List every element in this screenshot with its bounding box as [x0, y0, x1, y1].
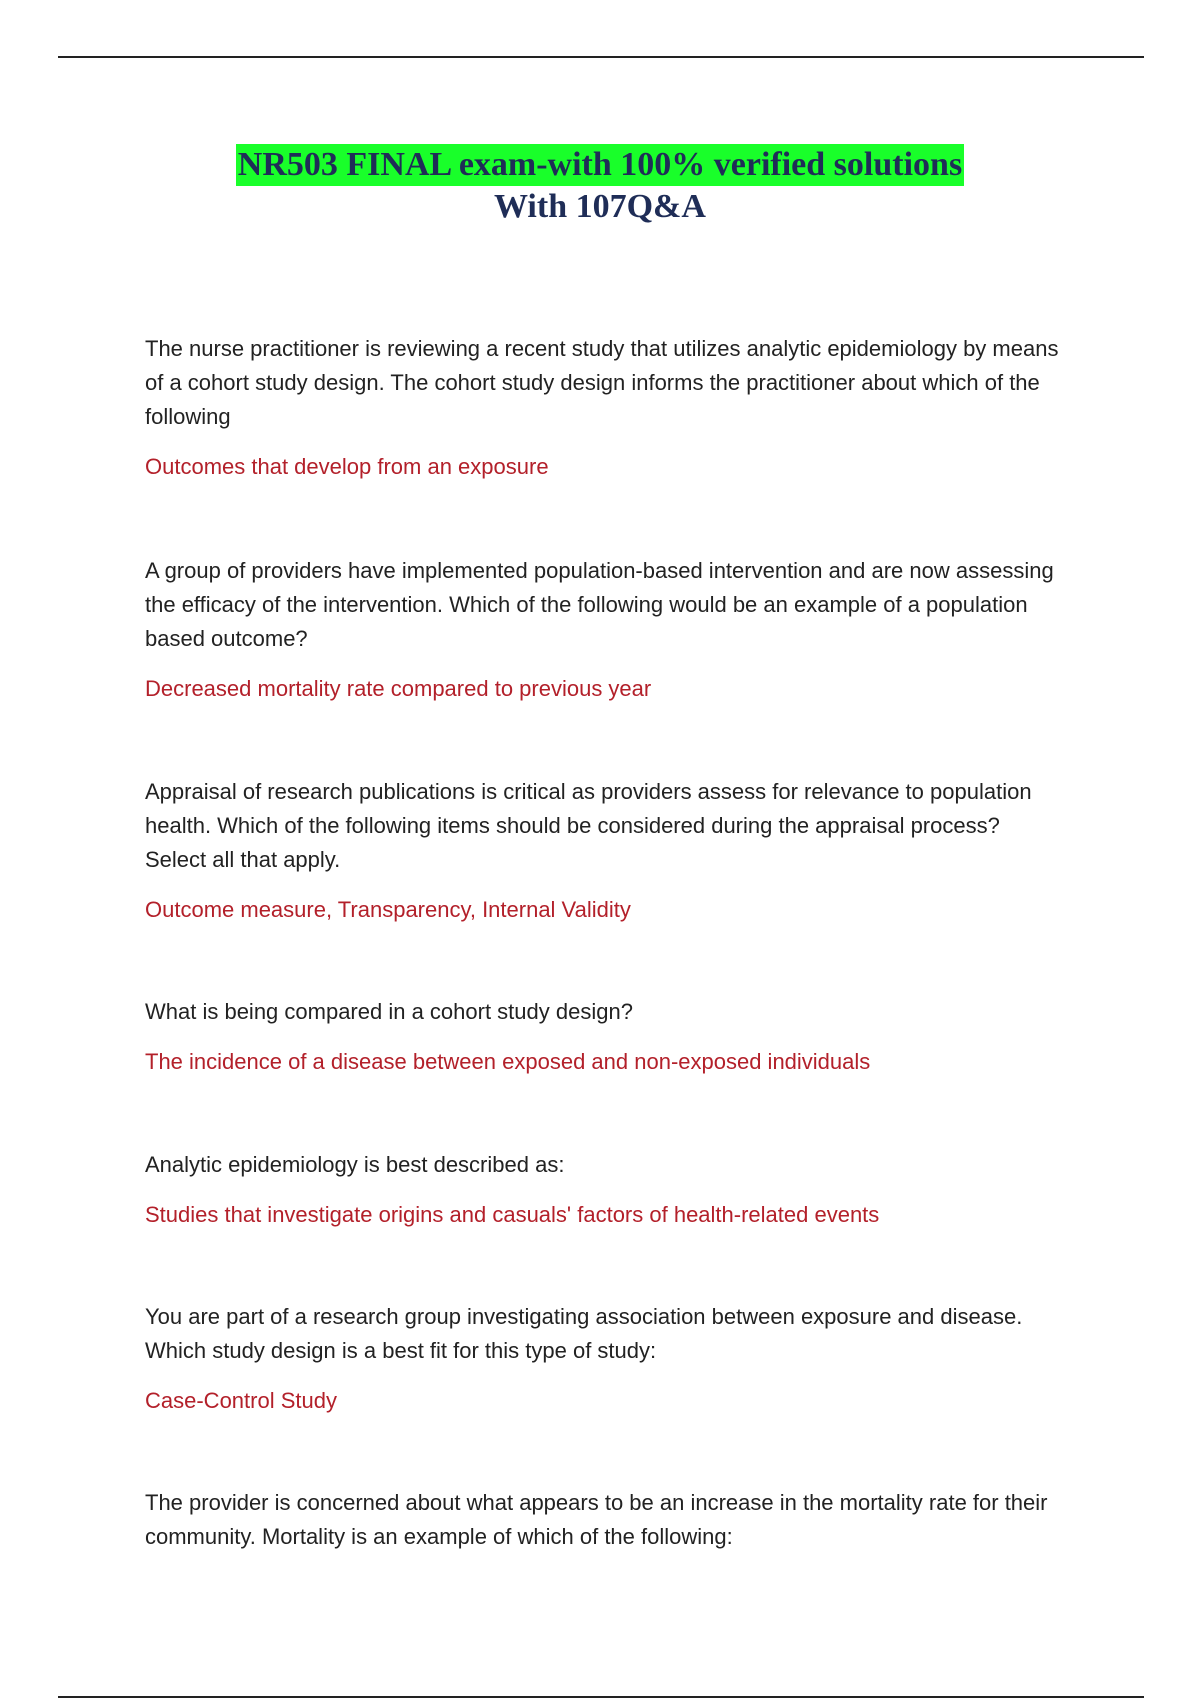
qa-item-7	[145, 1486, 1065, 1554]
bottom-rule	[58, 1696, 1144, 1698]
qa-item-6	[145, 1300, 1065, 1418]
answer-text: Studies that investigate origins and casuals' factors of health-related events	[145, 1202, 880, 1227]
qa-item-3	[145, 775, 1065, 927]
title-subtitle-line: With 107Q&A	[494, 188, 706, 225]
answer-text: Case-Control Study	[145, 1388, 337, 1413]
question-text: The provider is concerned about what appears to be an increase in the mortality rate for their community. Mortality is an example of which of the following:	[145, 1490, 1048, 1549]
title-highlighted-line: NR503 FINAL exam-with 100% verified solutions	[236, 144, 964, 186]
top-rule	[58, 56, 1144, 58]
question-text: What is being compared in a cohort study design?	[145, 999, 633, 1024]
qa-item-2	[145, 554, 1065, 706]
qa-item-4	[145, 995, 1065, 1079]
question-text: A group of providers have implemented population-based intervention and are now assessing the efficacy of the intervention. Which of the following would be an example of a population based outcome?	[145, 558, 1054, 651]
question-text: The nurse practitioner is reviewing a recent study that utilizes analytic epidemiology by means of a cohort study design. The cohort study design informs the practitioner about which of the following	[145, 336, 1059, 429]
qa-item-1	[145, 332, 1065, 484]
question-text: You are part of a research group investigating association between exposure and disease. Which study design is a best fit for this type of study:	[145, 1304, 1023, 1363]
document-title	[0, 144, 1200, 228]
answer-text: Outcomes that develop from an exposure	[145, 454, 549, 479]
answer-text: Decreased mortality rate compared to previous year	[145, 676, 652, 701]
question-text: Analytic epidemiology is best described as:	[145, 1152, 565, 1177]
answer-text: The incidence of a disease between exposed and non-exposed individuals	[145, 1049, 871, 1074]
question-text: Appraisal of research publications is critical as providers assess for relevance to population health. Which of the following items should be considered during the appraisal process? Select all that apply.	[145, 779, 1032, 872]
answer-text: Outcome measure, Transparency, Internal Validity	[145, 897, 631, 922]
qa-item-5	[145, 1148, 1065, 1232]
